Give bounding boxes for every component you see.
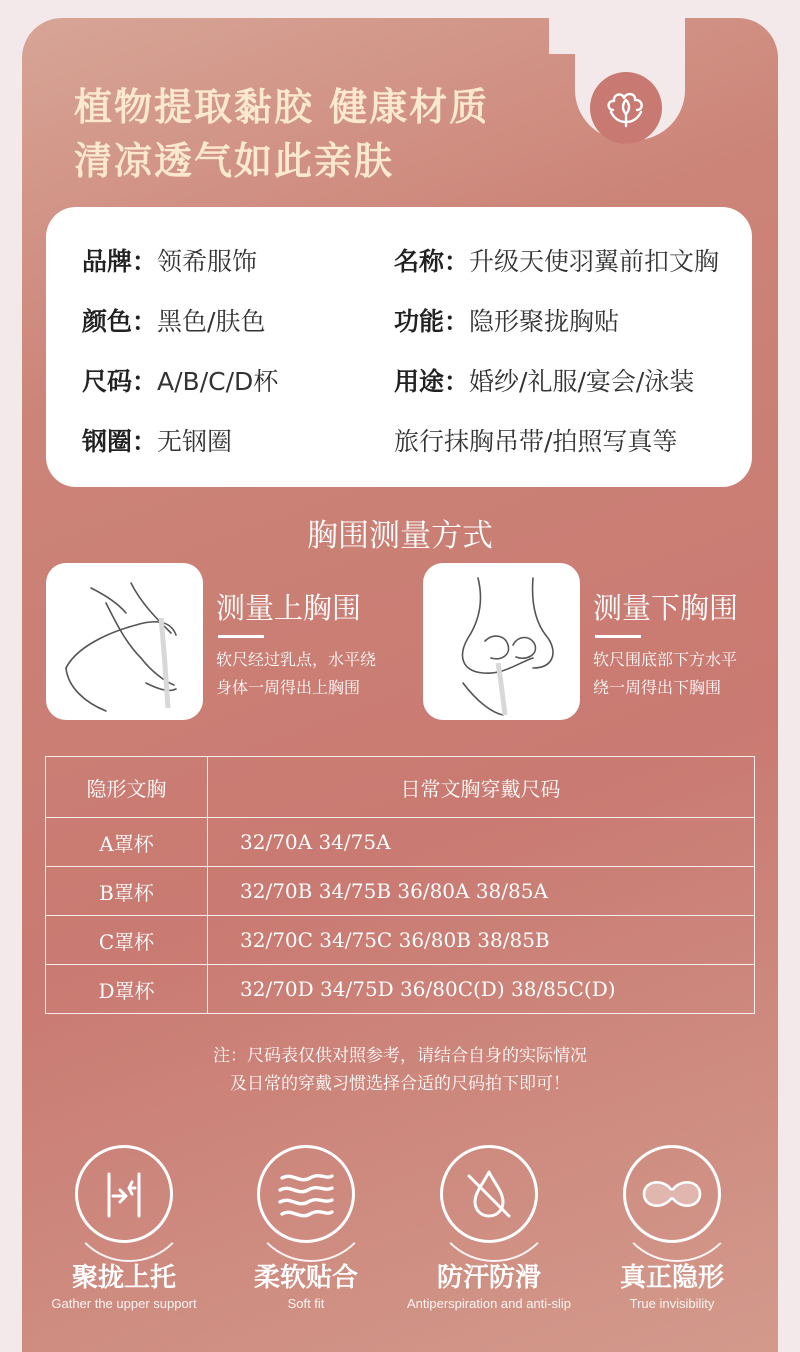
table-cell-sizes: 32/70B 34/75B 36/80A 38/85A — [208, 867, 755, 916]
info-key: 尺码： — [82, 367, 158, 396]
headline-line-2: 清凉透气如此亲肤 — [74, 139, 395, 183]
table-header-cell: 隐形文胸 — [46, 757, 208, 818]
feature-badge — [623, 1145, 721, 1243]
upper-bust-desc-2: 身体一周得出上胸围 — [216, 678, 361, 697]
table-cell-cup: D罩杯 — [46, 965, 208, 1014]
table-row — [46, 818, 755, 867]
info-value: 领希服饰 — [157, 247, 258, 276]
table-cell-cup: C罩杯 — [46, 916, 208, 965]
info-brand — [82, 242, 257, 278]
feature-badge — [257, 1145, 355, 1243]
feature-sub: Gather the upper support — [51, 1296, 197, 1311]
info-underwire — [82, 422, 232, 458]
under-bust-desc-2: 绕一周得出下胸围 — [593, 678, 722, 697]
under-bust-desc-1: 软尺围底部下方水平 — [593, 650, 738, 669]
upper-bust-figure — [46, 563, 203, 720]
info-key: 颜色： — [82, 307, 158, 336]
under-bust-figure — [423, 563, 580, 720]
under-bust-title: 测量下胸围 — [593, 591, 739, 625]
table-cell-sizes: 32/70D 34/75D 36/80C(D) 38/85C(D) — [208, 965, 755, 1014]
feature-invisible — [577, 1145, 767, 1311]
feature-badge — [75, 1145, 173, 1243]
info-value: 无钢圈 — [157, 427, 233, 456]
info-name — [394, 242, 719, 278]
size-note-line-1: 注：尺码表仅供对照参考，请结合自身的实际情况 — [213, 1046, 587, 1066]
table-header-cell: 日常文胸穿戴尺码 — [208, 757, 755, 818]
table-row — [46, 965, 755, 1014]
info-value: A/B/C/D杯 — [157, 367, 279, 396]
info-usage-more — [394, 422, 677, 458]
info-value: 婚纱/礼服/宴会/泳装 — [469, 367, 695, 396]
table-row — [46, 867, 755, 916]
info-value: 旅行抹胸吊带/拍照写真等 — [394, 427, 678, 456]
table-cell-cup: B罩杯 — [46, 867, 208, 916]
upper-bust-desc-1: 软尺经过乳点，水平绕 — [216, 650, 377, 669]
feature-sub: True invisibility — [629, 1296, 715, 1311]
feature-badge — [440, 1145, 538, 1243]
feature-label: 聚拢上托 — [71, 1263, 176, 1293]
table-cell-sizes: 32/70C 34/75C 36/80B 38/85B — [208, 916, 755, 965]
feature-lift — [29, 1145, 219, 1311]
size-note-line-2: 及日常的穿戴习惯选择合适的尺码拍下即可！ — [230, 1074, 570, 1094]
info-key: 钢圈： — [82, 427, 158, 456]
table-row — [46, 916, 755, 965]
info-key: 功能： — [394, 307, 470, 336]
title-underline — [218, 635, 264, 638]
info-size — [82, 362, 278, 398]
info-value: 黑色/肤色 — [157, 307, 266, 336]
info-color — [82, 302, 265, 338]
info-value: 升级天使羽翼前扣文胸 — [469, 247, 720, 276]
info-key: 名称： — [394, 247, 470, 276]
size-table — [45, 756, 755, 1014]
cotton-badge — [590, 72, 662, 144]
title-underline — [595, 635, 641, 638]
upper-bust-title: 测量上胸围 — [216, 591, 362, 625]
feature-sub: Antiperspiration and anti-slip — [406, 1296, 572, 1311]
info-key: 用途： — [394, 367, 470, 396]
feature-antislip — [394, 1145, 584, 1311]
under-bust-illustration — [423, 563, 580, 720]
measure-section-title: 胸围测量方式 — [307, 518, 493, 554]
feature-label: 防汗防滑 — [436, 1263, 541, 1293]
table-cell-cup: A罩杯 — [46, 818, 208, 867]
upper-bust-illustration — [46, 563, 203, 720]
info-value: 隐形聚拢胸贴 — [469, 307, 620, 336]
info-usage — [394, 362, 694, 398]
feature-soft — [211, 1145, 401, 1311]
table-cell-sizes: 32/70A 34/75A — [208, 818, 755, 867]
table-header-row — [46, 757, 755, 818]
headline-line-1: 植物提取黏胶 健康材质 — [74, 85, 490, 129]
info-function — [394, 302, 619, 338]
cotton-icon — [603, 88, 649, 128]
feature-label: 真正隐形 — [619, 1263, 724, 1293]
info-key: 品牌： — [82, 247, 158, 276]
feature-label: 柔软贴合 — [253, 1263, 358, 1293]
feature-sub: Soft fit — [287, 1296, 325, 1311]
